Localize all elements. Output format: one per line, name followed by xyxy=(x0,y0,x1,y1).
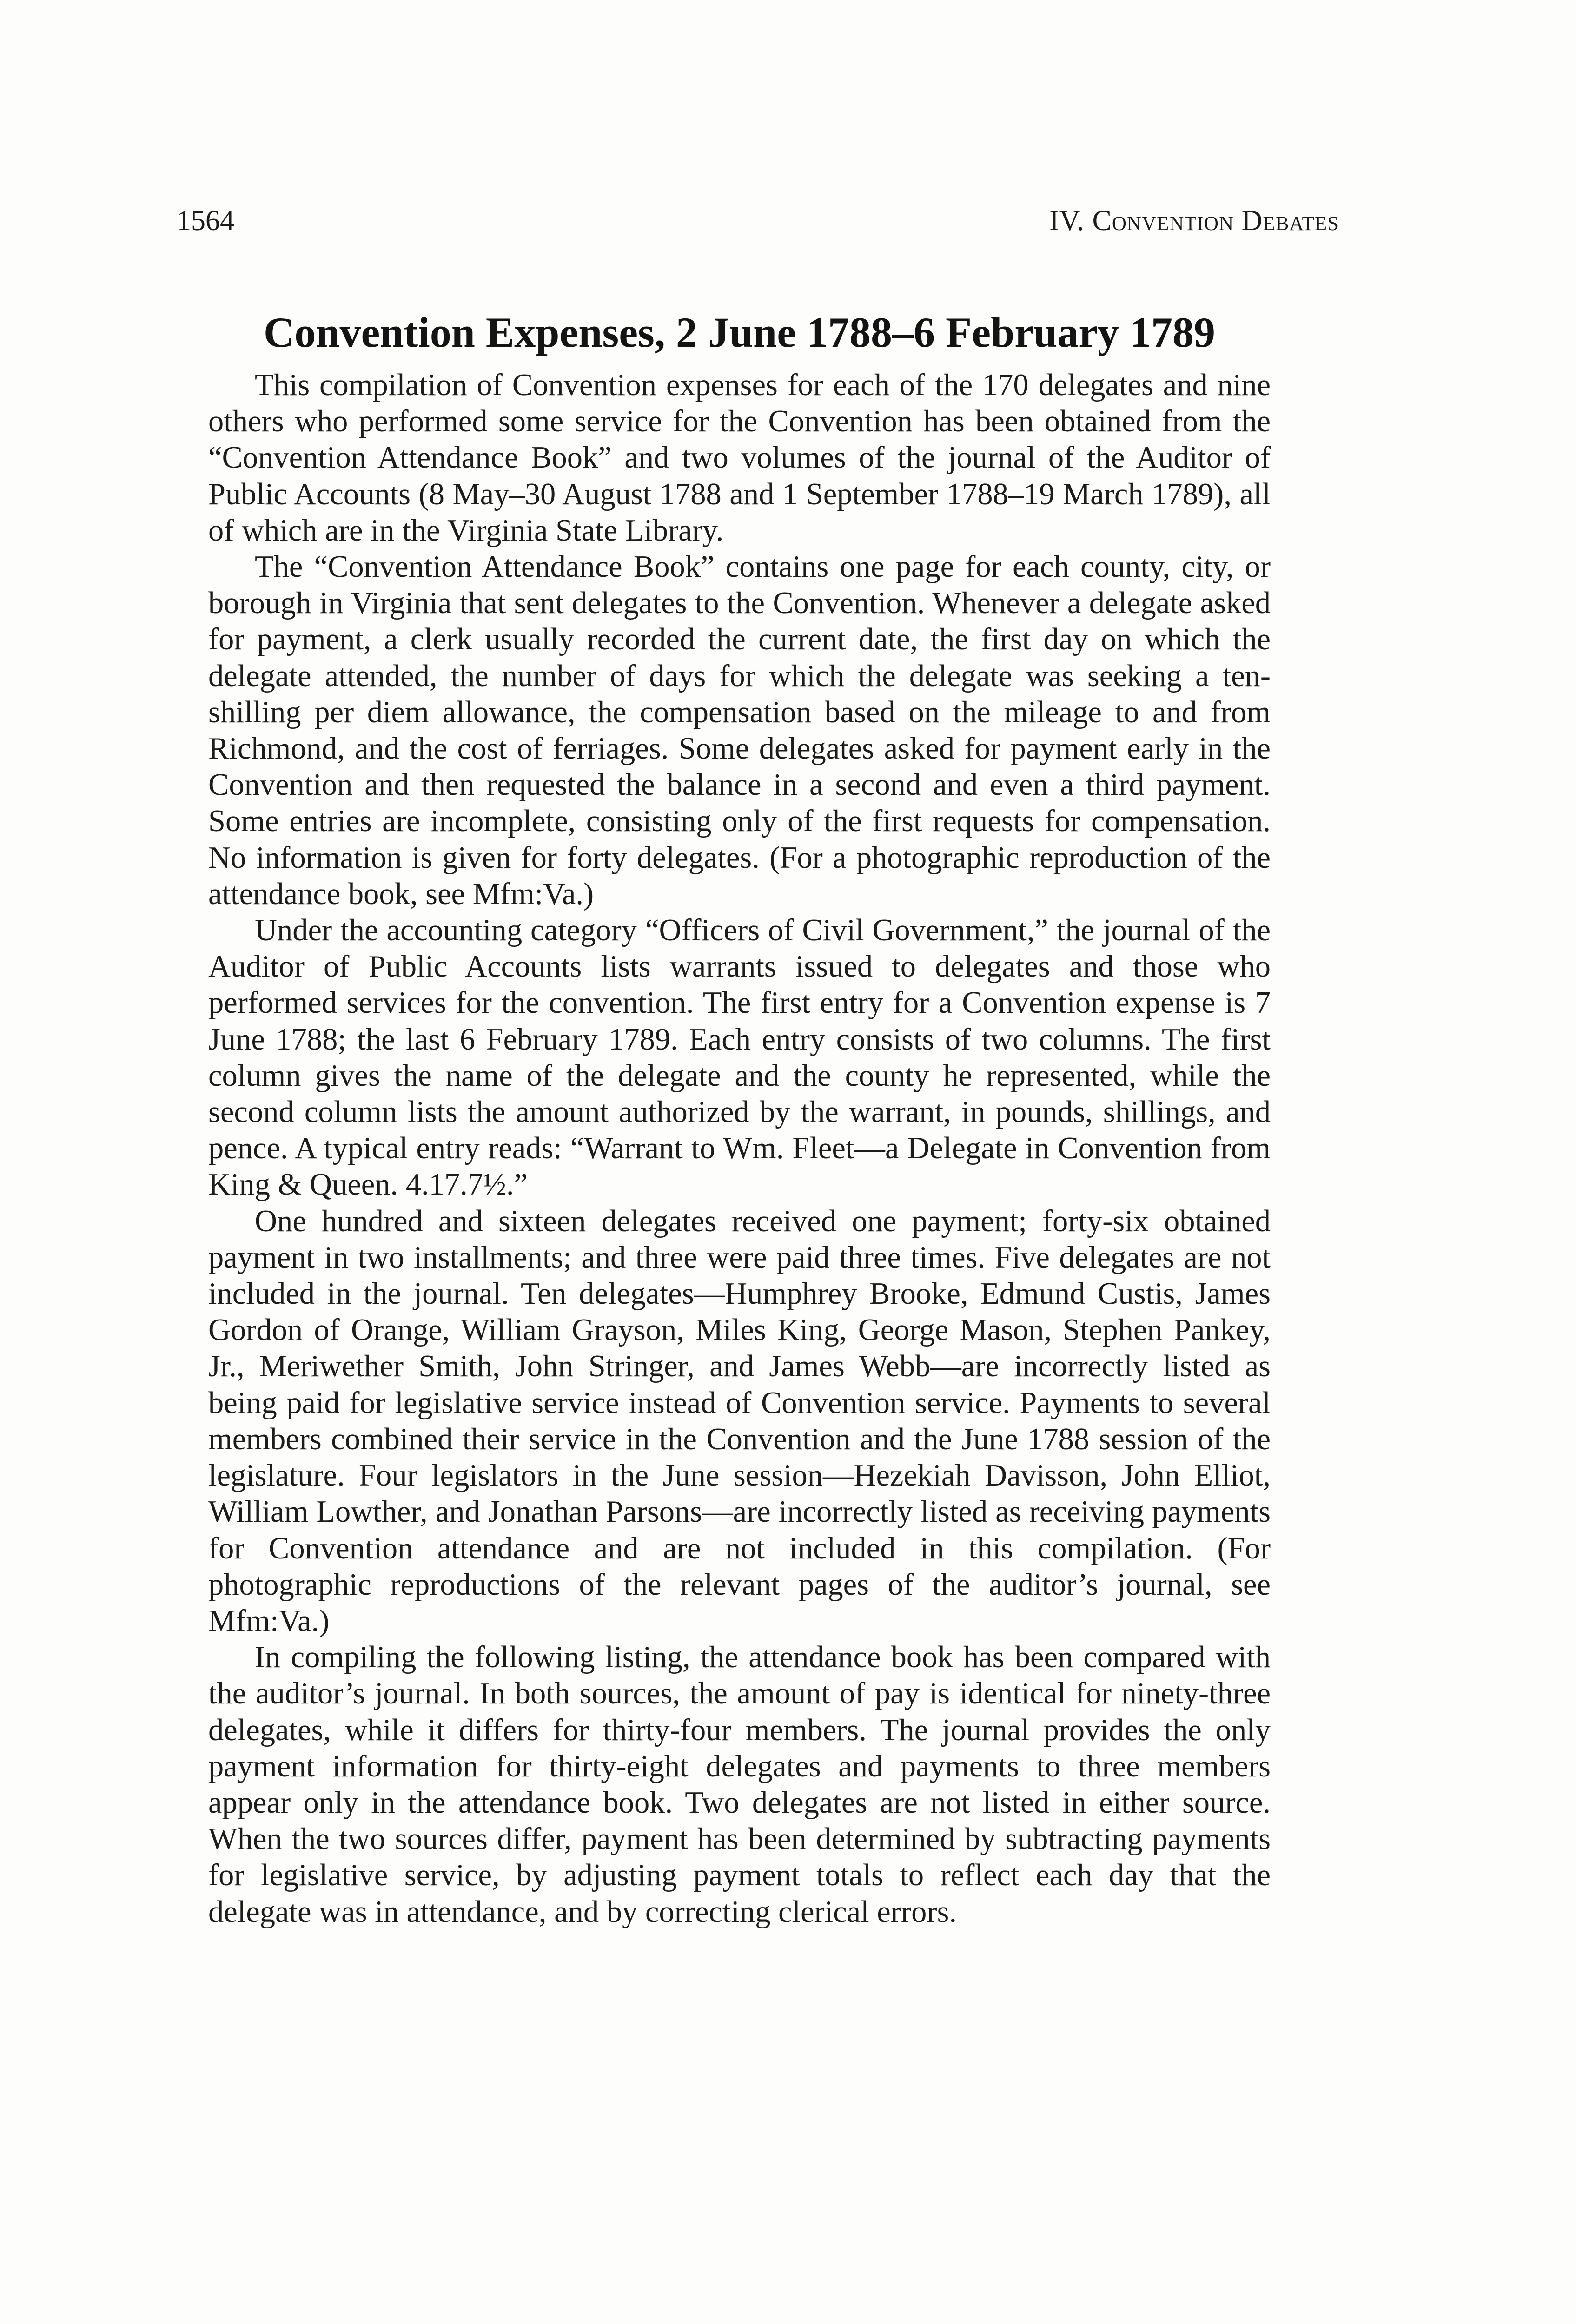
paragraph-payments: One hundred and sixteen delegates received one payment; forty-six obtained payment in two installments; and three were paid three times. Five delegates are not included in the journal. Ten delegates—Humphrey Brooke, Edmund Custis, James Gordon of Orange, William Grayson, Miles King, George Mason, Stephen Pankey, Jr., Meriwether Smith, John Stringer, and James Webb—are incorrectly listed as being paid for legislative service instead of Convention service. Payments to several members combined their service in the Convention and the June 1788 session of the legislature. Four legislators in the June session—Hezekiah Davisson, John Elliot, William Lowther, and Jonathan Parsons—are incorrectly listed as receiving payments for Convention attendance and are not included in this compilation. (For photographic reproductions of the relevant pages of the auditor’s journal, see Mfm:Va.) xyxy=(208,1204,1271,1638)
article-title: Convention Expenses, 2 June 1788–6 February 1789 xyxy=(263,309,1216,356)
running-head xyxy=(0,200,1576,242)
page-number: 1564 xyxy=(177,205,234,237)
paragraph-attendance-book: The “Convention Attendance Book” contains one page for each county, city, or borough in Virginia that sent delegates to the Convention. Whenever a delegate asked for payment, a clerk usually recorded the current date, the first day on which the delegate attended, the number of days for which the delegate was seeking a ten-shilling per diem allowance, the compensation based on the mileage to and from Richmond, and the cost of ferriages. Some delegates asked for payment early in the Convention and then requested the balance in a second and even a third payment. Some entries are incomplete, consisting only of the first requests for compensation. No information is given for forty delegates. (For a photographic reproduction of the attendance book, see Mfm:Va.) xyxy=(208,550,1271,911)
section-name: Convention Debates xyxy=(1092,205,1339,237)
paragraph-auditor-journal: Under the accounting category “Officers of Civil Government,” the journal of the Auditor of Public Accounts lists warrants issued to delegates and those who performed services for the convention. The first entry for a Convention expense is 7 June 1788; the last 6 February 1789. Each entry consists of two columns. The first column gives the name of the delegate and the county he represented, while the second column lists the amount authorized by the warrant, in pounds, shillings, and pence. A typical entry reads: “Warrant to Wm. Fleet—a Delegate in Convention from King & Queen. 4.17.7½.” xyxy=(208,913,1271,1202)
article-body xyxy=(208,367,1271,1930)
article xyxy=(208,302,1271,1930)
paragraph-compilation-method: In compiling the following listing, the attendance book has been compared with the auditor’s journal. In both sources, the amount of pay is identical for ninety-three delegates, while it differs for thirty-four members. The journal provides the only payment information for thirty-eight delegates and payments to three members appear only in the attendance book. Two delegates are not listed in either source. When the two sources differ, payment has been determined by subtracting payments for legislative service, by adjusting payment totals to reflect each day that the delegate was in attendance, and by correcting clerical errors. xyxy=(208,1640,1271,1929)
section-numeral: IV. xyxy=(1049,205,1085,237)
section-title xyxy=(1049,200,1339,242)
paragraph-intro: This compilation of Convention expenses for each of the 170 delegates and nine others who performed some service for the Convention has been obtained from the “Convention Attendance Book” and two volumes of the journal of the Auditor of Public Accounts (8 May–30 August 1788 and 1 September 1788–19 March 1789), all of which are in the Virginia State Library. xyxy=(208,368,1271,548)
